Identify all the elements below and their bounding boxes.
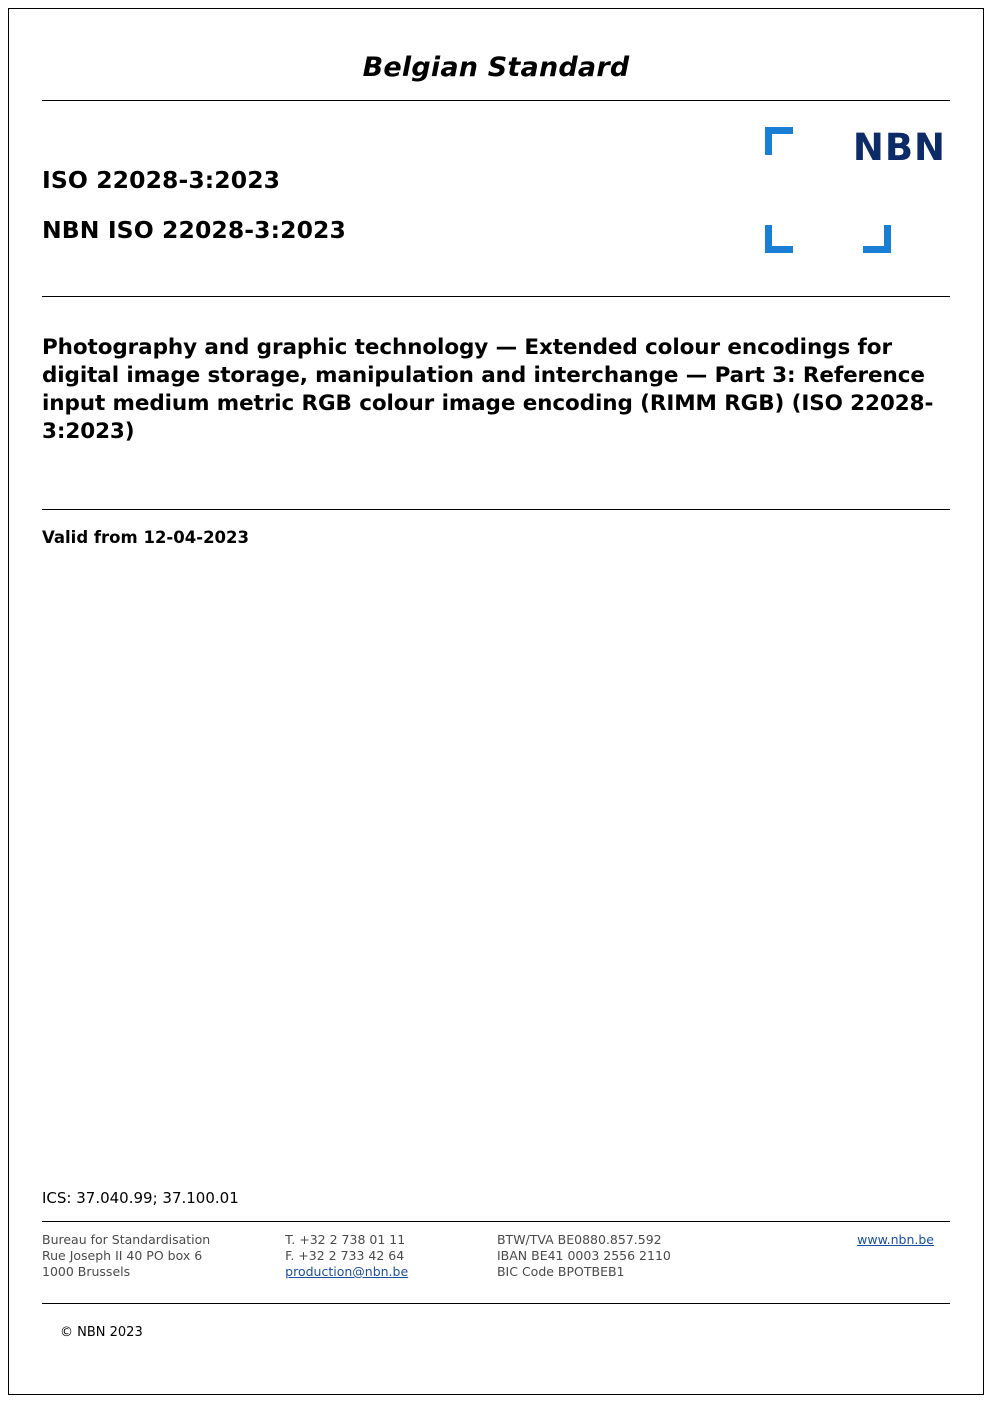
logo-corner-bottom-left-icon xyxy=(765,225,793,253)
reference-number-nbn: NBN ISO 22028-3:2023 xyxy=(42,215,346,244)
footer-telephone: T. +32 2 738 01 11 xyxy=(285,1232,406,1247)
footer-contact xyxy=(42,1232,950,1280)
footer-website xyxy=(758,1232,950,1280)
footer-fax: F. +32 2 733 42 64 xyxy=(285,1248,405,1263)
footer-vat: BTW/TVA BE0880.857.592 xyxy=(496,1232,662,1247)
reference-number-iso: ISO 22028-3:2023 xyxy=(42,166,281,194)
footer-finance-details xyxy=(497,1232,758,1280)
footer-bic: BIC Code BPOTBEB1 xyxy=(496,1264,625,1279)
ics-divider xyxy=(42,1221,950,1222)
page-content xyxy=(42,0,950,547)
footer-email-link[interactable]: production@nbn.be xyxy=(285,1264,409,1279)
validity-divider xyxy=(42,509,950,510)
logo-corner-top-left-icon xyxy=(765,127,793,155)
footer-address xyxy=(42,1232,285,1280)
copyright-notice: © NBN 2023 xyxy=(60,1325,143,1340)
footer-contact-details xyxy=(285,1232,497,1280)
ics-codes: ICS: 37.040.99; 37.100.01 xyxy=(42,1189,239,1207)
ics-section xyxy=(42,1189,950,1222)
footer-address-line1: Bureau for Standardisation xyxy=(42,1232,211,1247)
document-title: Photography and graphic technology — Extended colour encodings for digital image storage, manipulation and interchange — Part 3: Reference input medium metric RGB colour image encoding (RIMM RGB) (ISO 22028-3:2023) xyxy=(42,335,934,444)
footer-address-line3: 1000 Brussels xyxy=(42,1264,131,1279)
logo-wordmark: NBN xyxy=(852,126,946,169)
footer-website-link[interactable]: www.nbn.be xyxy=(857,1232,934,1247)
footer-divider xyxy=(42,1303,950,1304)
logo-corner-bottom-right-icon xyxy=(863,225,891,253)
reference-divider xyxy=(42,296,950,297)
nbn-logo xyxy=(761,123,946,258)
document-header-title: Belgian Standard xyxy=(362,52,630,83)
validity-date: Valid from 12-04-2023 xyxy=(42,527,249,547)
footer-iban: IBAN BE41 0003 2556 2110 xyxy=(496,1248,671,1263)
reference-numbers xyxy=(42,166,346,244)
reference-block xyxy=(42,101,950,296)
footer-address-line2: Rue Joseph II 40 PO box 6 xyxy=(42,1248,203,1263)
